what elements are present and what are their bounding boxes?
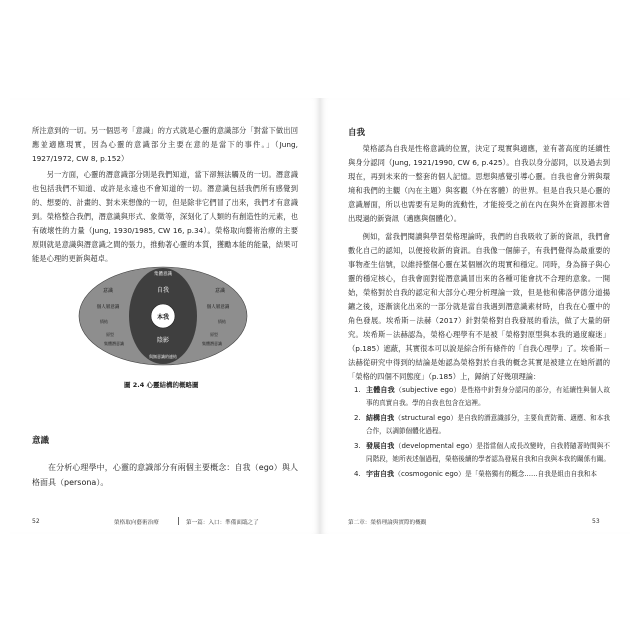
list-item-english: （subjective ego） bbox=[394, 386, 461, 394]
label-left-small-1: 情結 bbox=[100, 319, 108, 324]
right-paragraph-1: 榮格認為自我是性格意識的位置，決定了現實與適應，並有著高度的延續性與身分認同（Jung, 1921/1990, CW 6, p.425）。自我以身分認同，以及過去到現在，再到未來的一整套的個人記憶。思想與感覺引導心靈。自我也會分辨與環境和我們的主觀（內在主題）與客觀（外在客體）的世界。但是自我只是心靈的意識層面，所以也需要有足夠的流動性，才能接受之前在內在與外在資源都未曾出現過的新資訊（邁應與個體化）。 bbox=[348, 144, 610, 223]
label-left-small-2: 原型 bbox=[106, 332, 114, 337]
section-heading-consciousness: 意識 bbox=[32, 436, 50, 446]
list-item bbox=[348, 440, 610, 466]
left-paragraph-2: 另一方面，心靈的潛意識部分則是我們知道，當下卻無法觸及的一切。潛意識也包括我們不知道、或許是永遠也不會知道的一切。潛意識包括我們所有感覺到的、想要的、計畫的、對未來想像的一切，但是除非它們冒了出來，我們才有意識到。榮格整合我們，潛意識與形式、象徵等，深刻化了人類的有創造性的元素，也有破壞性的力量（Jung, 1930/1985, CW 16, p.34）。榮格取向藝術治療的主要原則就是意識與潛意識之間的張力，推動著心靈的本質，獲勵本能的能量，結果可能是心理的更新與超卓。 bbox=[32, 170, 298, 263]
label-right-small-3: 集體潛意識 bbox=[202, 341, 222, 346]
label-right-upper: 意識 bbox=[214, 288, 226, 294]
left-paragraph-1: 所注意到的一切。另一個思考「意識」的方式就是心靈的意識部分「對當下做出回應並適應現實，因為心靈的意識部分主要在意的是當下的事件。」（Jung, 1927/1972, CW 8, p.152） bbox=[32, 126, 298, 163]
list-item-english: （structural ego） bbox=[394, 414, 458, 422]
label-right-small-1: 情結 bbox=[218, 319, 226, 324]
label-right-persona: 個人層意識 bbox=[206, 305, 230, 310]
label-shadow: 陰影 bbox=[156, 337, 170, 344]
label-center: 本我 bbox=[156, 314, 170, 321]
page-number-left: 52 bbox=[32, 518, 40, 525]
list-item-number: 2. bbox=[354, 414, 361, 422]
figure-caption: 圖 2.4 心靈結構的概略圖 bbox=[124, 381, 199, 389]
list-item-description: 是自我的潛意識部分，主要負責防衛、適應、和本我合作，以調節個體化過程。 bbox=[366, 414, 611, 435]
list-item-number: 1. bbox=[354, 386, 361, 394]
left-section-paragraph: 在分析心理學中，心靈的意識部分有兩個主要概念：自我（ego）與人格面具（persona）。 bbox=[32, 463, 298, 487]
list-item-english: （cosmogonic ego） bbox=[394, 470, 466, 478]
running-head-left: 榮格取向藝術治療 bbox=[114, 520, 159, 526]
list-item bbox=[348, 412, 610, 438]
running-head-divider-left bbox=[178, 517, 179, 525]
label-collective: 集體意識 bbox=[154, 272, 172, 277]
list-item-term: 主體自我 bbox=[366, 386, 395, 394]
list-item-term: 宇宙自我 bbox=[366, 470, 394, 478]
label-left-upper: 意識 bbox=[102, 288, 114, 294]
list-item-description: 是指當個人成長改變時，自我將隨著時間與不同階段，她所表述個過程，榮格後續的學者認為發展自我和自我與本我的關係有關。 bbox=[366, 442, 611, 463]
left-page bbox=[10, 98, 320, 534]
ego-types-list bbox=[348, 384, 610, 483]
psyche-diagram bbox=[78, 266, 248, 366]
list-item-term: 結構自我 bbox=[366, 414, 395, 422]
right-page bbox=[320, 98, 630, 534]
label-left-small-3: 集體潛意識 bbox=[104, 341, 124, 346]
list-item-description: 是「榮格獨有的概念……自我是組由自我和本 bbox=[465, 470, 597, 478]
running-head-left-2: 第一篇：入口：準備面臨之了 bbox=[186, 520, 259, 526]
list-item-number: 3. bbox=[354, 442, 361, 450]
list-item-number: 4. bbox=[354, 470, 361, 478]
page-number-right: 53 bbox=[592, 518, 600, 525]
book-spread bbox=[10, 98, 630, 534]
list-item bbox=[348, 384, 610, 410]
right-paragraph-2: 例如，當我們閱讀與學習榮格理論時，我們的自我吸收了新的資訊，我們會數化自己的認知，以便接收新的資訊。自我像一個篩子，有我們覺得為最重要的事物產生信號，以維持整個心靈在某個層次的現實和穩定。同時，身為篩子與心靈的穩定核心，自我會面對從潛意識冒出來的各種可能會扰不合理的意象。一開始，榮格對於自我的認定和大部分心理分析理論一致，但是他和佛洛伊德分道揚鑣之後，逐漸演化出來的一部分就是當自我遇到潛意識素材時，自我在心靈中的角色發展。埃希斯－法赫（2017）針對榮格對自我發展的看法，做了大量的研究。埃希斯－法赫認為，榮格心理學有不是被「榮格對原型與本我的過度癡迷」（p.185）遮蔽，其實很本可以說是綜合所有條件的「自我心理學」了。埃希斯－法赫從研究中得到的結論是她認為榮格對於自我的概念其實是被建立在她所謂的「榮格的四個不同態度」（p.185）上，歸納了好幾項理論： bbox=[348, 232, 610, 381]
list-item bbox=[348, 468, 610, 481]
label-self: 自我 bbox=[156, 287, 170, 294]
running-head-right: 第二章：榮格理論與實際的概觀 bbox=[348, 520, 427, 526]
list-item-term: 發展自我 bbox=[366, 442, 395, 450]
label-right-small-2: 原型 bbox=[210, 332, 218, 337]
section-heading-ego: 自我 bbox=[348, 128, 366, 138]
label-left-persona: 個人層意識 bbox=[96, 305, 120, 310]
list-item-english: （developmental ego） bbox=[394, 442, 477, 450]
list-item-description: 是性格中針對身分認同的部分，有延續性與個人故事的真實自我。學的自我也包含在這裡。 bbox=[366, 386, 611, 407]
label-bottom: 與無意識的連結 bbox=[149, 354, 177, 359]
